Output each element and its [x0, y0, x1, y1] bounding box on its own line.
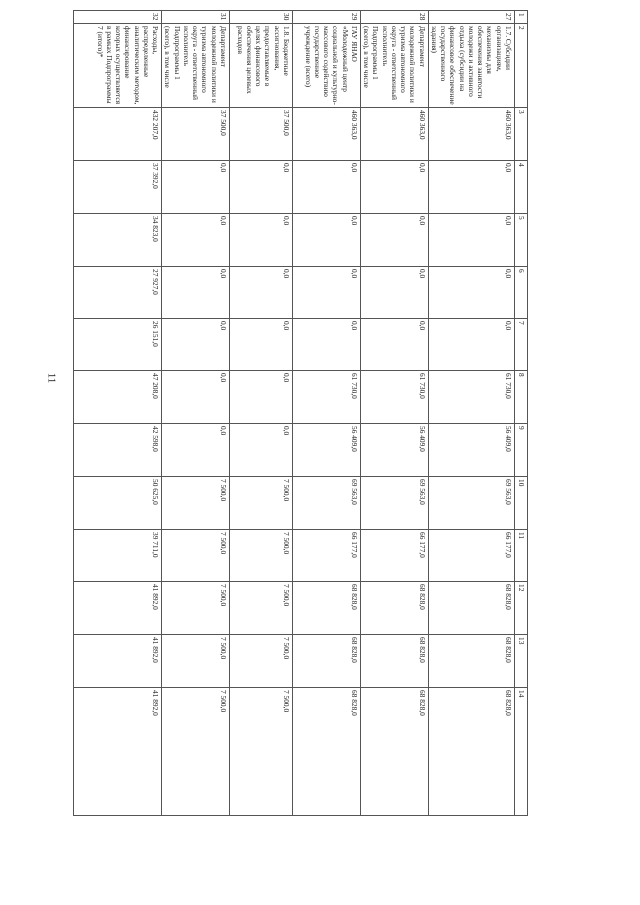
- table-row: [230, 11, 293, 816]
- value-cell: 61 730,0: [361, 371, 429, 424]
- value-cell: 432 207,0: [74, 108, 162, 161]
- rotated-page: [95, 10, 528, 815]
- header-cell: 5: [515, 214, 528, 267]
- value-cell: 37 500,0: [230, 108, 293, 161]
- value-cell: 0,0: [361, 214, 429, 267]
- value-cell: 0,0: [361, 267, 429, 319]
- value-cell: 39 711,0: [74, 530, 162, 582]
- value-cell: 68 828,0: [293, 688, 361, 816]
- value-cell: 69 563,0: [361, 477, 429, 530]
- budget-table: [73, 10, 528, 816]
- value-cell: 37 392,0: [74, 161, 162, 214]
- value-cell: 68 828,0: [361, 582, 429, 635]
- value-cell: 42 598,0: [74, 424, 162, 477]
- value-cell: 0,0: [230, 267, 293, 319]
- row-name: Расходы, распределенные аналитическим методом, финансирование которых осуществляется в рамках Подпрограммы 7 (итого)*: [74, 24, 162, 108]
- value-cell: 7 500,0: [230, 582, 293, 635]
- table-container: [95, 10, 528, 815]
- value-cell: 69 563,0: [428, 477, 514, 530]
- value-cell: 0,0: [293, 319, 361, 371]
- value-cell: 460 363,0: [428, 108, 514, 161]
- value-cell: 0,0: [162, 267, 230, 319]
- value-cell: 0,0: [230, 161, 293, 214]
- value-cell: 0,0: [428, 319, 514, 371]
- page-number: 11: [45, 372, 58, 384]
- value-cell: 0,0: [162, 161, 230, 214]
- value-cell: 66 177,0: [428, 530, 514, 582]
- row-name: Департамент молодежной политики и туризма автономного округа - ответственный исполнитель Подпрограммы 1 (всего), в том числе: [361, 24, 429, 108]
- value-cell: 68 828,0: [293, 635, 361, 688]
- value-cell: 7 500,0: [162, 582, 230, 635]
- value-cell: 69 563,0: [293, 477, 361, 530]
- value-cell: 0,0: [230, 319, 293, 371]
- value-cell: 0,0: [230, 371, 293, 424]
- value-cell: 61 730,0: [293, 371, 361, 424]
- header-cell: 3: [515, 108, 528, 161]
- row-name: ГАУ ЯНАО «Молодежный центр социальной и культурно-массового содействию государственное учреждение (всего): [293, 24, 361, 108]
- row-number: 31: [162, 11, 230, 24]
- value-cell: 41 892,0: [74, 635, 162, 688]
- row-number: 28: [361, 11, 429, 24]
- value-cell: 7 500,0: [162, 530, 230, 582]
- value-cell: 27 927,0: [74, 267, 162, 319]
- header-cell: 1: [515, 11, 528, 24]
- header-cell: 11: [515, 530, 528, 582]
- value-cell: 460 363,0: [293, 108, 361, 161]
- value-cell: 68 828,0: [428, 635, 514, 688]
- header-cell: 9: [515, 424, 528, 477]
- value-cell: 56 409,0: [293, 424, 361, 477]
- table-row: [293, 11, 361, 816]
- value-cell: 7 500,0: [230, 477, 293, 530]
- row-number: 27: [428, 11, 514, 24]
- table-row: [74, 11, 162, 816]
- value-cell: 34 823,0: [74, 214, 162, 267]
- value-cell: 7 500,0: [230, 635, 293, 688]
- value-cell: 7 500,0: [162, 688, 230, 816]
- value-cell: 61 730,0: [428, 371, 514, 424]
- table-row: [162, 11, 230, 816]
- value-cell: 7 500,0: [230, 688, 293, 816]
- header-cell: 14: [515, 688, 528, 816]
- value-cell: 0,0: [162, 319, 230, 371]
- value-cell: 0,0: [293, 267, 361, 319]
- value-cell: 47 208,0: [74, 371, 162, 424]
- value-cell: 0,0: [428, 267, 514, 319]
- header-cell: 6: [515, 267, 528, 319]
- value-cell: 68 828,0: [361, 635, 429, 688]
- row-name: 1.7. Субсидии организациям, механизмы для обеспечения занятости молодежи и активного отдыха (субсидии на финансовое обеспечение государственного задания): [428, 24, 514, 108]
- value-cell: 460 363,0: [361, 108, 429, 161]
- header-cell: 13: [515, 635, 528, 688]
- row-number: 32: [74, 11, 162, 24]
- header-cell: 7: [515, 319, 528, 371]
- value-cell: 68 828,0: [361, 688, 429, 816]
- value-cell: 41 892,0: [74, 582, 162, 635]
- value-cell: 0,0: [428, 161, 514, 214]
- value-cell: 68 828,0: [293, 582, 361, 635]
- value-cell: 66 177,0: [361, 530, 429, 582]
- row-name: 1.8. Бюджетные ассигнования, предоставляемые в целях финансового обеспечения целевых расходов: [230, 24, 293, 108]
- value-cell: 0,0: [293, 161, 361, 214]
- value-cell: 56 409,0: [361, 424, 429, 477]
- value-cell: 0,0: [428, 214, 514, 267]
- value-cell: 66 177,0: [293, 530, 361, 582]
- value-cell: 56 409,0: [428, 424, 514, 477]
- value-cell: 26 151,0: [74, 319, 162, 371]
- value-cell: 68 828,0: [428, 582, 514, 635]
- value-cell: 37 500,0: [162, 108, 230, 161]
- value-cell: 7 500,0: [162, 635, 230, 688]
- value-cell: 0,0: [293, 214, 361, 267]
- header-cell: 2: [515, 24, 528, 108]
- header-cell: 4: [515, 161, 528, 214]
- value-cell: 0,0: [162, 214, 230, 267]
- header-row: [515, 11, 528, 816]
- value-cell: 7 500,0: [230, 530, 293, 582]
- value-cell: 0,0: [230, 424, 293, 477]
- value-cell: 0,0: [361, 161, 429, 214]
- value-cell: 0,0: [230, 214, 293, 267]
- value-cell: 7 500,0: [162, 477, 230, 530]
- value-cell: 68 828,0: [428, 688, 514, 816]
- table-row: [361, 11, 429, 816]
- value-cell: 0,0: [361, 319, 429, 371]
- value-cell: 50 625,0: [74, 477, 162, 530]
- table-row: [428, 11, 514, 816]
- value-cell: 0,0: [162, 371, 230, 424]
- header-cell: 8: [515, 371, 528, 424]
- value-cell: 0,0: [162, 424, 230, 477]
- value-cell: 41 892,0: [74, 688, 162, 816]
- row-name: Департамент молодежной политики и туризма автономного округа - ответственный исполнитель Подпрограммы 1 (всего), в том числе: [162, 24, 230, 108]
- row-number: 30: [230, 11, 293, 24]
- header-cell: 10: [515, 477, 528, 530]
- header-cell: 12: [515, 582, 528, 635]
- row-number: 29: [293, 11, 361, 24]
